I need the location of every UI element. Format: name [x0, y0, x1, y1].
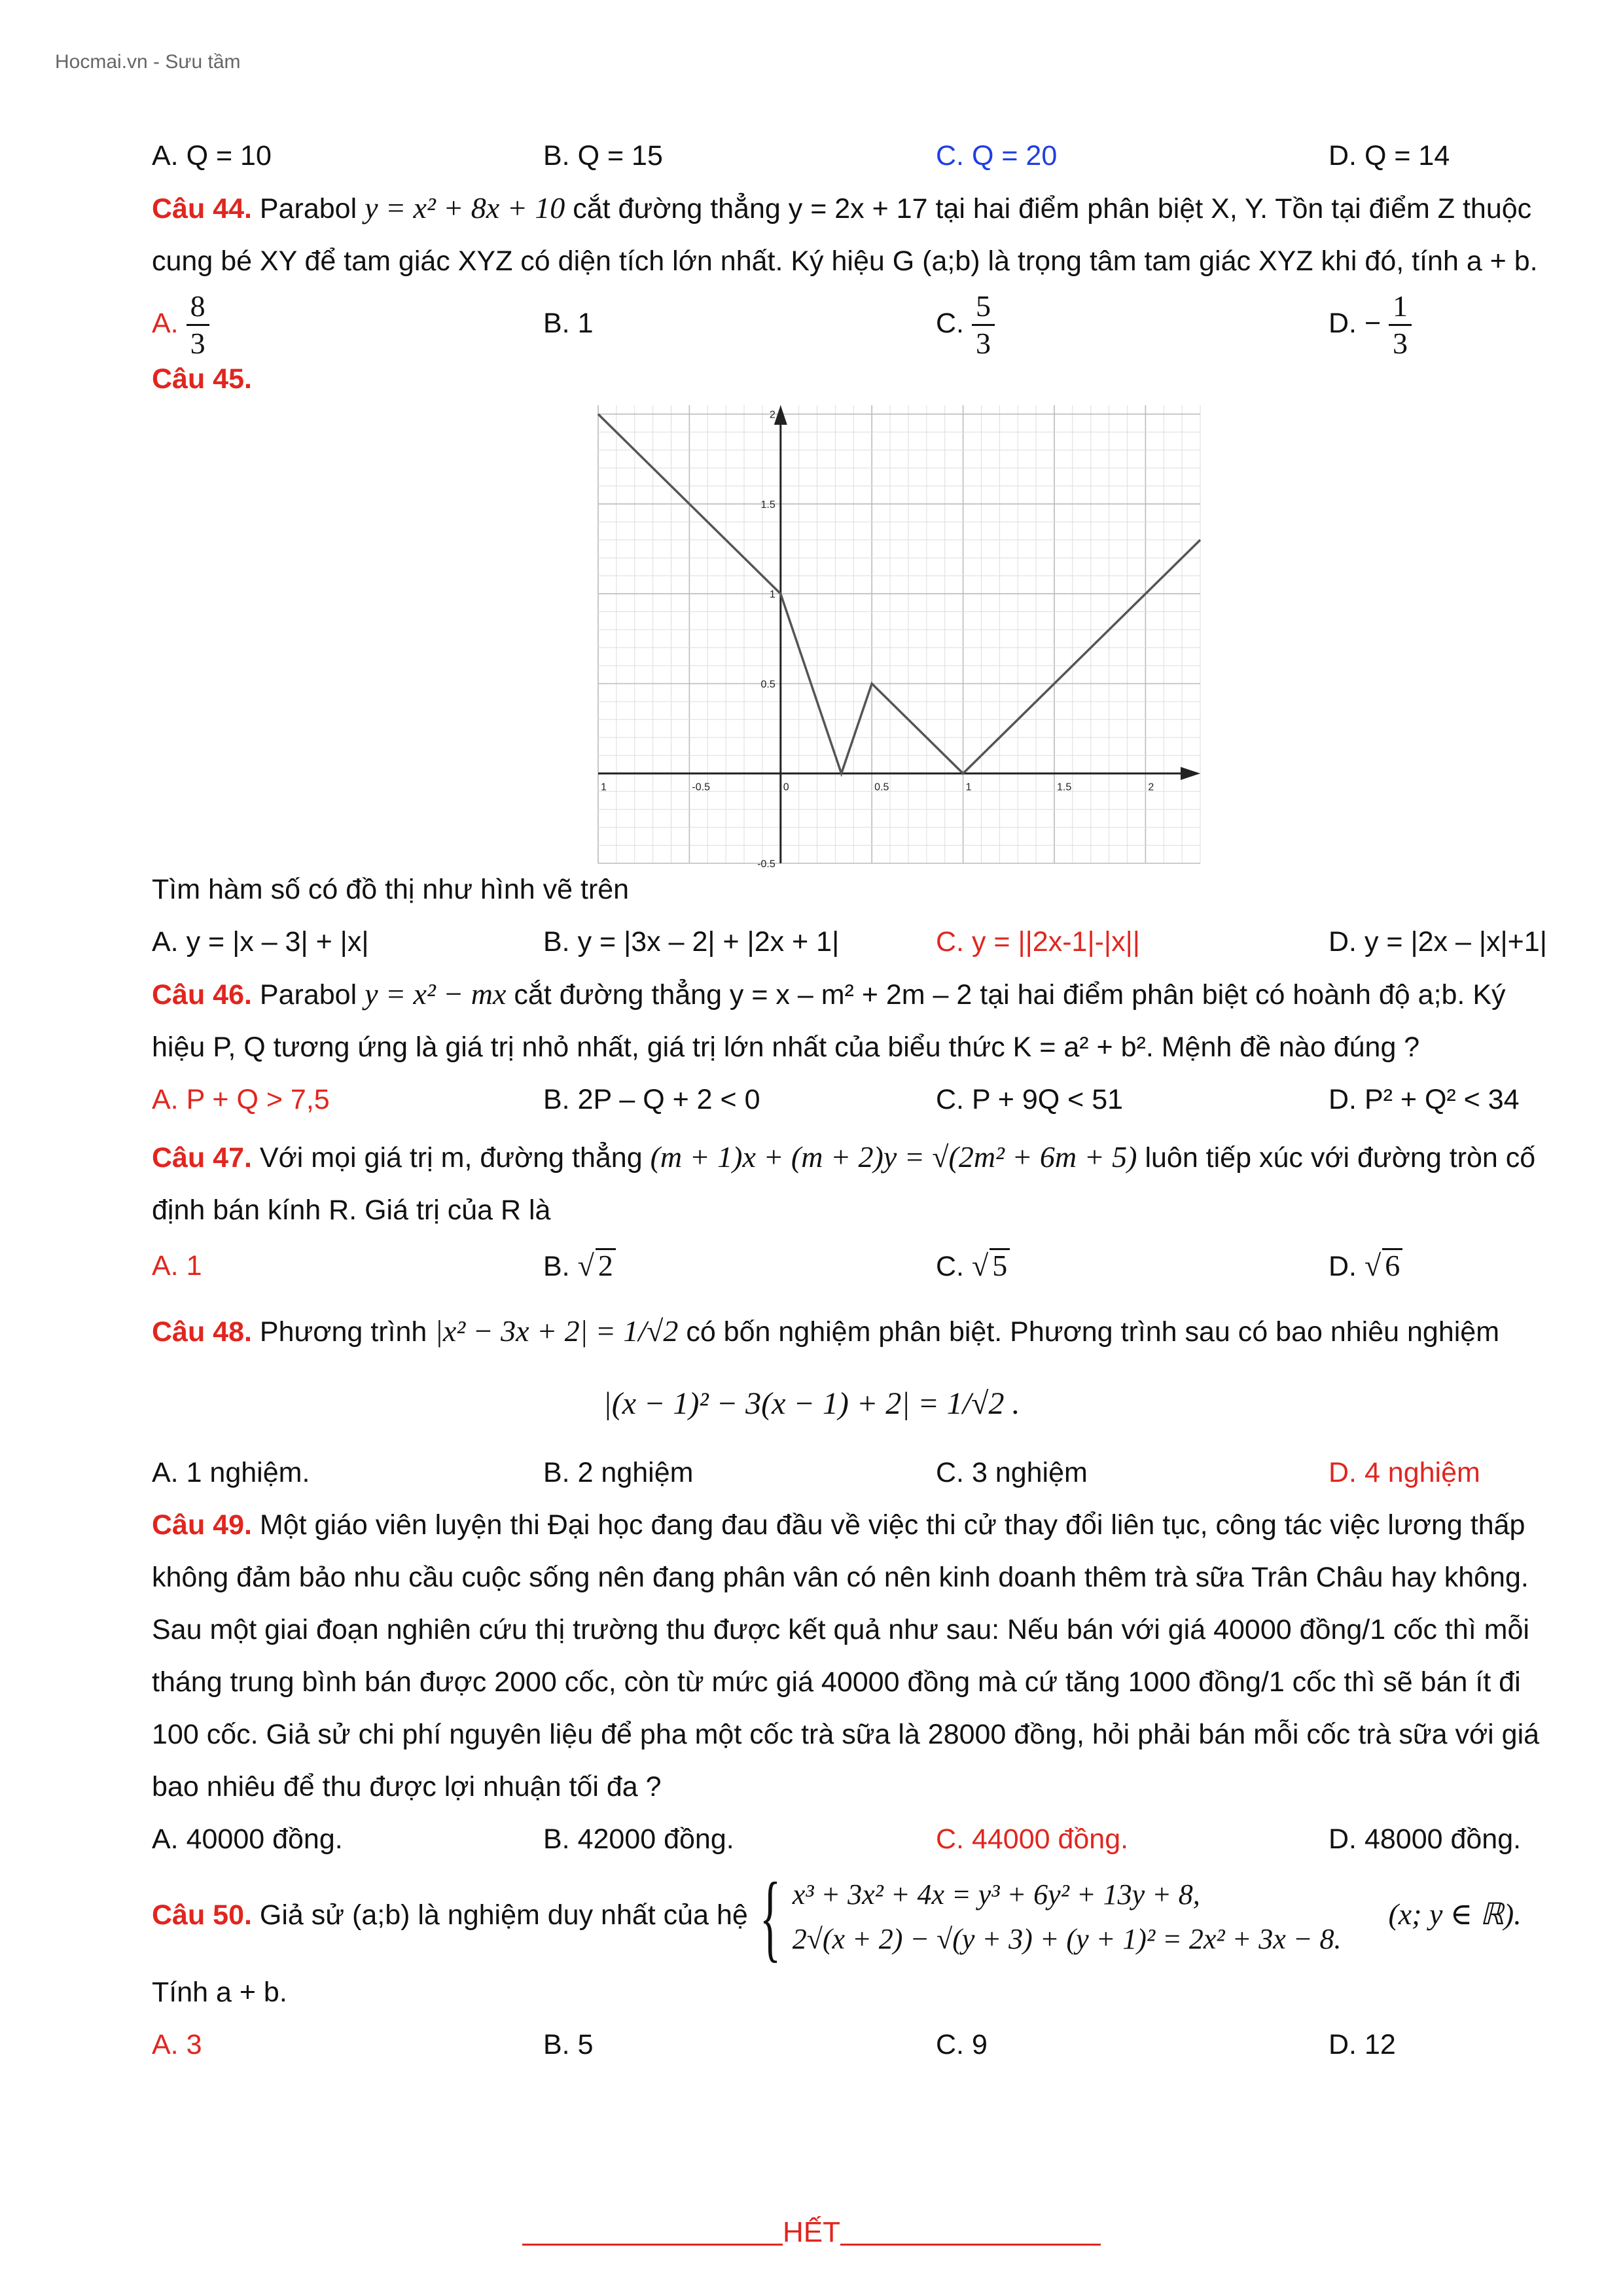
- q46-options: [152, 1073, 1623, 1126]
- graph-axes: [598, 405, 1200, 863]
- x-tick-label: 0: [783, 781, 789, 793]
- page-footer: [0, 2216, 1623, 2249]
- q50-number: Câu 50.: [152, 1899, 252, 1931]
- q50-option-a: A. 3: [152, 2029, 202, 2060]
- q49-option-c: C. 44000 đồng.: [936, 1823, 1129, 1855]
- q43-option-c: C. Q = 20: [936, 140, 1058, 171]
- q44-option-b: B. 1: [543, 308, 594, 339]
- q49-line-4: tháng trung bình bán được 2000 cốc, còn từ mức giá 40000 đồng mà cứ tăng 1000 đồng/1 cốc thì sẽ bán ít đi: [152, 1666, 1521, 1698]
- q50-lead: Giả sử (a;b) là nghiệm duy nhất của hệ: [259, 1899, 748, 1931]
- q44-option-a-fraction: [187, 289, 209, 361]
- x-tick-label: 1: [601, 781, 607, 793]
- q49-line-3: Sau một giai đoạn nghiên cứu thị trường thu được kết quả như sau: Nếu bán với giá 40000 đồng/1 cốc thì mỗi: [152, 1614, 1529, 1645]
- q46-option-d: D. P² + Q² < 34: [1329, 1084, 1520, 1115]
- q44-rest: cắt đường thẳng y = 2x + 17 tại hai điểm phân biệt X, Y. Tồn tại điểm Z thuộc: [573, 193, 1532, 224]
- q46-option-a: A. P + Q > 7,5: [152, 1084, 330, 1115]
- q45-option-c: C. y = ||2x-1|-|x||: [936, 926, 1140, 958]
- q45-options: [152, 916, 1623, 968]
- q50-domain: (x; y ∈ ℝ).: [1388, 1897, 1522, 1931]
- fraction-numerator: 8: [187, 289, 209, 326]
- q47-rest: luôn tiếp xúc với đường tròn cố: [1145, 1142, 1536, 1174]
- q50-question: Tính a + b.: [152, 1977, 287, 2008]
- graph-grid: [598, 405, 1200, 863]
- q48-second-equation: |(x − 1)² − 3(x − 1) + 2| = 1/√2 .: [603, 1386, 1020, 1421]
- q45-option-b: B. y = |3x – 2| + |2x + 1|: [543, 926, 840, 958]
- q47-lead: Với mọi giá trị m, đường thẳng: [259, 1142, 643, 1174]
- q44-options: [152, 287, 1623, 359]
- x-axis-arrow-icon: [1181, 767, 1200, 780]
- q44-lead: Parabol: [259, 193, 357, 224]
- q47-options: [152, 1236, 1623, 1295]
- fraction-denominator: 3: [190, 327, 205, 361]
- fraction-denominator: 3: [975, 327, 991, 361]
- q45-option-d: D. y = |2x – |x|+1|: [1329, 926, 1547, 958]
- q46-parabol-formula: y = x² − mx: [365, 977, 507, 1011]
- q49-line-6: bao nhiêu để thu được lợi nhuận tối đa ?: [152, 1771, 662, 1803]
- q49-text-1: Một giáo viên luyện thi Đại học đang đau đầu về việc thi cử thay đổi liên tục, công tác việc lương thấp: [259, 1509, 1525, 1541]
- page-content: [152, 130, 1623, 2071]
- fraction-numerator: 1: [1389, 289, 1412, 326]
- q44-option-d: [1329, 287, 1412, 361]
- q44-option-a-label: A.: [152, 308, 179, 339]
- q47-option-b-label: B.: [543, 1251, 570, 1282]
- q47-stem: [152, 1131, 1623, 1184]
- x-tick-label: -0.5: [692, 781, 710, 793]
- q47-option-c-label: C.: [936, 1251, 964, 1282]
- q47-line2: định bán kính R. Giá trị của R là: [152, 1194, 551, 1226]
- q48-rest: có bốn nghiệm phân biệt. Phương trình sau có bao nhiêu nghiệm: [686, 1316, 1500, 1348]
- q45-question: Tìm hàm số có đồ thị như hình vẽ trên: [152, 874, 630, 905]
- q49-options: [152, 1813, 1623, 1865]
- x-tick-label: 0.5: [874, 781, 889, 793]
- q47-line-formula: (m + 1)x + (m + 2)y = √(2m² + 6m + 5): [650, 1140, 1137, 1174]
- q46-number: Câu 46.: [152, 979, 252, 1011]
- q44-option-a: [152, 287, 209, 361]
- q45-number: Câu 45.: [152, 363, 252, 395]
- q46-option-b: B. 2P – Q + 2 < 0: [543, 1084, 760, 1115]
- q50-equation-2: 2√(x + 2) − √(y + 3) + (y + 1)² = 2x² + 3x − 8.: [792, 1922, 1342, 1955]
- fraction-denominator: 3: [1393, 327, 1408, 361]
- q50-stem: [152, 1862, 1623, 1971]
- q49-line-5: 100 cốc. Giả sử chi phí nguyên liệu để pha một cốc trà sữa là 28000 đồng, hỏi phải bán mỗi cốc trà sữa với giá: [152, 1719, 1540, 1750]
- q50-option-b: B. 5: [543, 2029, 594, 2060]
- q50-option-c: C. 9: [936, 2029, 988, 2060]
- system-brace-icon: {: [759, 1862, 781, 1971]
- y-axis-arrow-icon: [774, 405, 787, 425]
- q48-number: Câu 48.: [152, 1316, 252, 1348]
- y-tick-label: 1.5: [760, 499, 776, 511]
- q49-option-b: B. 42000 đồng.: [543, 1823, 734, 1855]
- graph-tick-labels: [601, 410, 1154, 870]
- q46-stem: [152, 968, 1623, 1021]
- q48-stem: [152, 1295, 1623, 1368]
- y-tick-label: 1: [769, 589, 776, 601]
- q46-rest: cắt đường thẳng y = x – m² + 2m – 2 tại hai điểm phân biệt có hoành độ a;b. Ký: [514, 979, 1506, 1011]
- q43-option-b: B. Q = 15: [543, 140, 663, 171]
- q44-line2: cung bé XY để tam giác XYZ có diện tích lớn nhất. Ký hiệu G (a;b) là trọng tâm tam giác XYZ khi đó, tính a + b.: [152, 245, 1538, 277]
- q47-option-d-label: D.: [1329, 1251, 1357, 1282]
- sqrt-radicand: 5: [990, 1248, 1010, 1282]
- q47-number: Câu 47.: [152, 1142, 252, 1174]
- q50-equation-1: x³ + 3x² + 4x = y³ + 6y² + 13y + 8,: [792, 1878, 1200, 1910]
- q48-options: [152, 1446, 1623, 1499]
- fraction-numerator: 5: [972, 289, 995, 326]
- q45-option-a: A. y = |x – 3| + |x|: [152, 926, 369, 958]
- q46-line2: hiệu P, Q tương ứng là giá trị nhỏ nhất, giá trị lớn nhất của biểu thức K = a² + b². Mệnh đề nào đúng ?: [152, 1031, 1420, 1063]
- q44-option-c: [936, 287, 995, 361]
- q44-stem: [152, 182, 1623, 235]
- q45-graph-container: [152, 405, 1623, 870]
- q49-option-a: A. 40000 đồng.: [152, 1823, 343, 1855]
- q49-option-d: D. 48000 đồng.: [1329, 1823, 1522, 1855]
- footer-text: HẾT: [783, 2216, 840, 2248]
- q44-option-c-fraction: [972, 289, 995, 361]
- q49-number: Câu 49.: [152, 1509, 252, 1541]
- q43-option-d: D. Q = 14: [1329, 140, 1450, 171]
- q48-option-b: B. 2 nghiệm: [543, 1457, 694, 1488]
- q44-option-c-label: C.: [936, 308, 964, 339]
- x-tick-label: 1.5: [1056, 781, 1072, 793]
- q44-option-d-fraction: [1389, 289, 1412, 361]
- q49-line-2: không đảm bảo nhu cầu cuộc sống nên đang phân vân có nên kinh doanh thêm trà sữa Trân Châu hay không.: [152, 1562, 1529, 1593]
- q44-number: Câu 44.: [152, 193, 252, 224]
- q46-lead: Parabol: [259, 979, 357, 1011]
- q44-option-d-label: D. −: [1329, 308, 1382, 339]
- page-header: Hocmai.vn - Sưu tầm: [55, 51, 241, 73]
- q48-equation: |x² − 3x + 2| = 1/√2: [435, 1314, 679, 1348]
- q48-lead: Phương trình: [259, 1316, 427, 1348]
- y-tick-label: 2: [769, 409, 776, 421]
- q47-option-b: B. √ 2: [543, 1236, 616, 1296]
- x-tick-label: 1: [965, 781, 972, 793]
- footer-rule-left: [522, 2244, 783, 2246]
- y-tick-label: -0.5: [757, 859, 776, 870]
- q48-option-a: A. 1 nghiệm.: [152, 1457, 310, 1488]
- q50-system: [793, 1873, 1342, 1962]
- q43-options: [152, 130, 1623, 182]
- q47-option-c: C. √ 5: [936, 1236, 1010, 1296]
- q43-option-a: A. Q = 10: [152, 140, 272, 171]
- q49-line-1: [152, 1499, 1623, 1551]
- q50-options: [152, 2018, 1623, 2071]
- q47-option-d: D. √ 6: [1329, 1236, 1402, 1296]
- sqrt-radicand: 6: [1382, 1248, 1402, 1282]
- q46-option-c: C. P + 9Q < 51: [936, 1084, 1124, 1115]
- q47-option-a: A. 1: [152, 1250, 202, 1282]
- sqrt-radicand: 2: [596, 1248, 616, 1282]
- footer-rule-right: [840, 2244, 1101, 2246]
- y-tick-label: 0.5: [760, 679, 776, 691]
- q48-option-d: D. 4 nghiệm: [1329, 1457, 1480, 1488]
- q48-option-c: C. 3 nghiệm: [936, 1457, 1088, 1488]
- q44-parabol-formula: y = x² + 8x + 10: [365, 191, 565, 224]
- q45-graph: [598, 405, 1200, 870]
- q50-option-d: D. 12: [1329, 2029, 1396, 2060]
- x-tick-label: 2: [1148, 781, 1154, 793]
